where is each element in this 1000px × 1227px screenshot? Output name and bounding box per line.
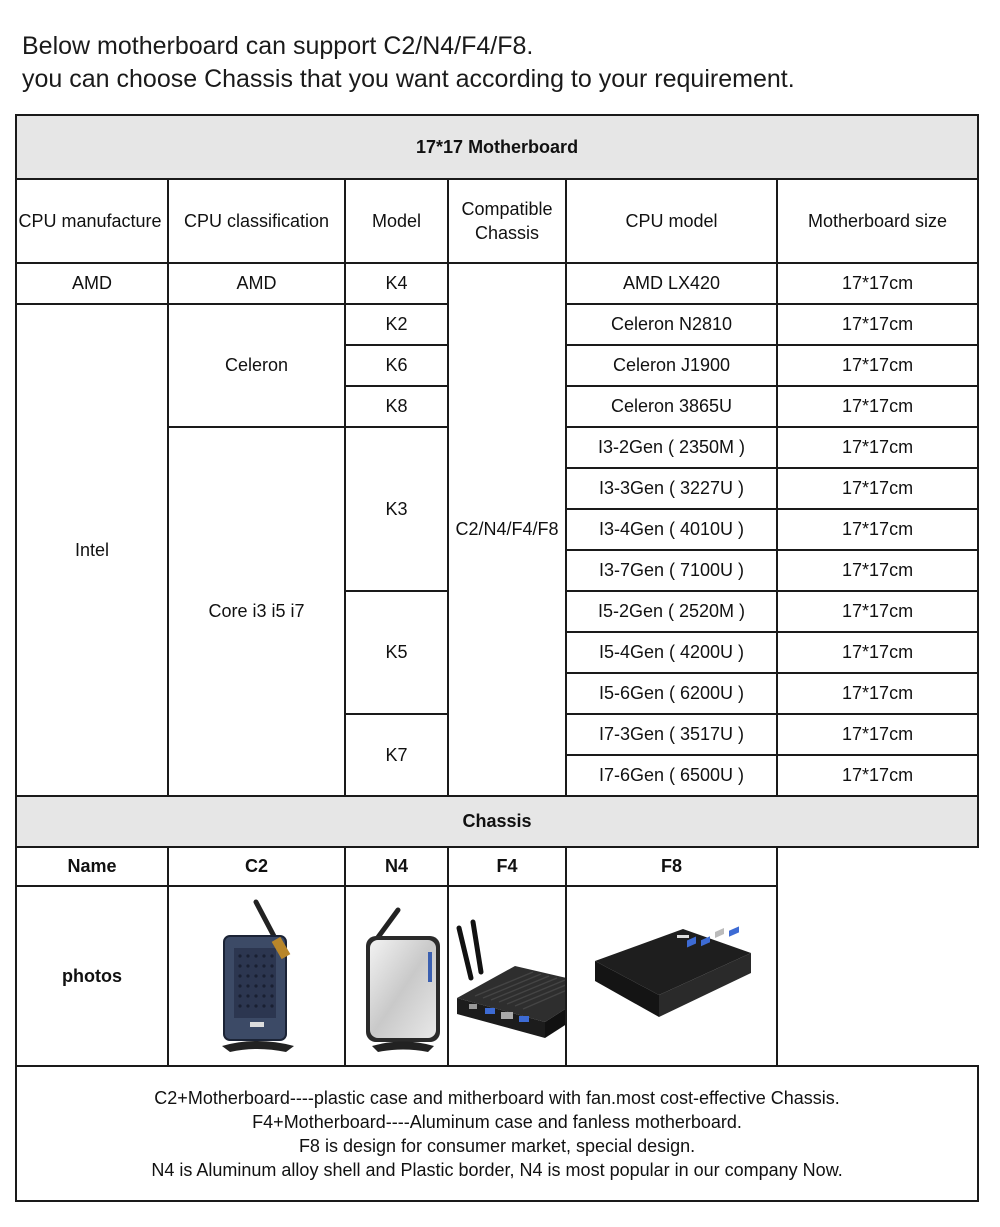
f8-chassis-image <box>587 921 757 1031</box>
cpu-model-cell: AMD LX420 <box>566 263 777 304</box>
manufacturer-amd: AMD <box>16 263 168 304</box>
size-cell: 17*17cm <box>777 509 978 550</box>
size-cell: 17*17cm <box>777 755 978 796</box>
note-line: C2+Motherboard----plastic case and mitherboard with fan.most cost-effective Chassis. <box>154 1087 840 1108</box>
intro-line-2: you can choose Chassis that you want according to your requirement. <box>22 65 795 93</box>
size-cell: 17*17cm <box>777 304 978 345</box>
intro-text <box>22 30 795 96</box>
cpu-model-cell: I7-3Gen ( 3517U ) <box>566 714 777 755</box>
note-line: F4+Motherboard----Aluminum case and fanless motherboard. <box>252 1111 742 1132</box>
cpu-model-cell: I7-6Gen ( 6500U ) <box>566 755 777 796</box>
size-cell: 17*17cm <box>777 550 978 591</box>
cpu-model-cell: I5-6Gen ( 6200U ) <box>566 673 777 714</box>
chassis-name-row <box>16 847 978 886</box>
compatible-chassis-cell: C2/N4/F4/F8 <box>448 263 566 796</box>
size-cell: 17*17cm <box>777 386 978 427</box>
cpu-model-cell: Celeron N2810 <box>566 304 777 345</box>
header-compatible-line1: Compatible <box>461 199 553 219</box>
n4-chassis-image <box>346 896 448 1056</box>
cpu-model-cell: I5-2Gen ( 2520M ) <box>566 591 777 632</box>
chassis-name-f4: F4 <box>448 847 566 886</box>
chassis-photo-f4 <box>448 886 566 1066</box>
header-motherboard-size: Motherboard size <box>777 179 978 263</box>
model-k6: K6 <box>345 345 448 386</box>
model-k5: K5 <box>345 591 448 714</box>
size-cell: 17*17cm <box>777 673 978 714</box>
manufacturer-intel: Intel <box>16 304 168 796</box>
table-row <box>16 263 978 304</box>
classification-celeron: Celeron <box>168 304 345 427</box>
model-k8: K8 <box>345 386 448 427</box>
classification-amd: AMD <box>168 263 345 304</box>
chassis-name-f8: F8 <box>566 847 777 886</box>
header-compatible-chassis <box>448 179 566 263</box>
f4-chassis-image <box>449 906 566 1046</box>
size-cell: 17*17cm <box>777 468 978 509</box>
intro-line-1: Below motherboard can support C2/N4/F4/F8. <box>22 32 534 60</box>
c2-chassis-image <box>202 896 312 1056</box>
motherboard-table-title: 17*17 Motherboard <box>16 115 978 179</box>
header-model: Model <box>345 179 448 263</box>
size-cell: 17*17cm <box>777 714 978 755</box>
header-cpu-model: CPU model <box>566 179 777 263</box>
size-cell: 17*17cm <box>777 632 978 673</box>
cpu-model-cell: I5-4Gen ( 4200U ) <box>566 632 777 673</box>
chassis-notes <box>16 1066 978 1201</box>
note-line: F8 is design for consumer market, special design. <box>298 1135 696 1156</box>
cpu-model-cell: Celeron J1900 <box>566 345 777 386</box>
chassis-photo-n4 <box>345 886 448 1066</box>
chassis-photo-f8 <box>566 886 777 1066</box>
header-cpu-classification: CPU classification <box>168 179 345 263</box>
size-cell: 17*17cm <box>777 427 978 468</box>
chassis-name-label: Name <box>16 847 168 886</box>
chassis-name-n4: N4 <box>345 847 448 886</box>
model-k2: K2 <box>345 304 448 345</box>
cpu-model-cell: I3-7Gen ( 7100U ) <box>566 550 777 591</box>
chassis-section-title: Chassis <box>16 796 978 847</box>
cpu-model-cell: Celeron 3865U <box>566 386 777 427</box>
chassis-photo-c2 <box>168 886 345 1066</box>
chassis-photos-label: photos <box>16 886 168 1066</box>
spec-table <box>15 114 979 1202</box>
size-cell: 17*17cm <box>777 263 978 304</box>
model-k3: K3 <box>345 427 448 591</box>
chassis-name-c2: C2 <box>168 847 345 886</box>
classification-core: Core i3 i5 i7 <box>168 427 345 796</box>
chassis-photo-row <box>16 886 978 1066</box>
cpu-model-cell: I3-2Gen ( 2350M ) <box>566 427 777 468</box>
size-cell: 17*17cm <box>777 345 978 386</box>
model-k7: K7 <box>345 714 448 796</box>
header-row <box>16 179 978 263</box>
header-compatible-line2: Chassis <box>474 223 540 243</box>
cpu-model-cell: I3-3Gen ( 3227U ) <box>566 468 777 509</box>
note-line: N4 is Aluminum alloy shell and Plastic border, N4 is most popular in our company Now. <box>151 1159 843 1180</box>
cpu-model-cell: I3-4Gen ( 4010U ) <box>566 509 777 550</box>
model-k4: K4 <box>345 263 448 304</box>
size-cell: 17*17cm <box>777 591 978 632</box>
header-cpu-manufacture: CPU manufacture <box>16 179 168 263</box>
